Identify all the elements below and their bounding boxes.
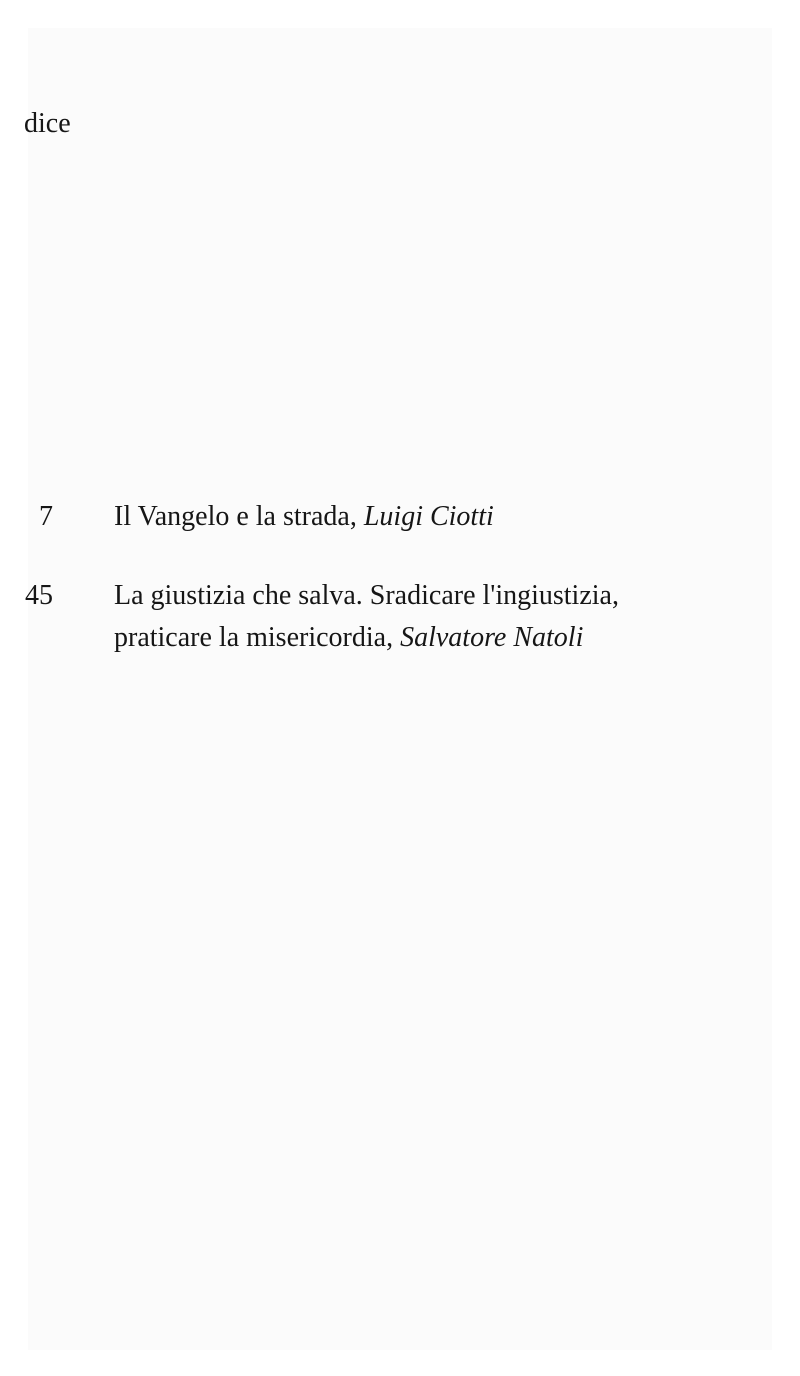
index-heading: dice [24,108,71,139]
entry-title-line: praticare la misericordia, [114,622,401,653]
page-sheet [28,28,772,1350]
page-number: 45 [25,580,53,611]
entry-title-line: Il Vangelo e la strada, [114,501,364,532]
entry-title [114,575,754,659]
entry-author: Salvatore Natoli [400,622,584,653]
page-number: 7 [39,501,53,532]
entry-title-line: La giustizia che salva. Sradicare l'ingiustizia, [114,580,619,611]
entry-title [114,496,754,538]
entry-author: Luigi Ciotti [363,501,494,532]
